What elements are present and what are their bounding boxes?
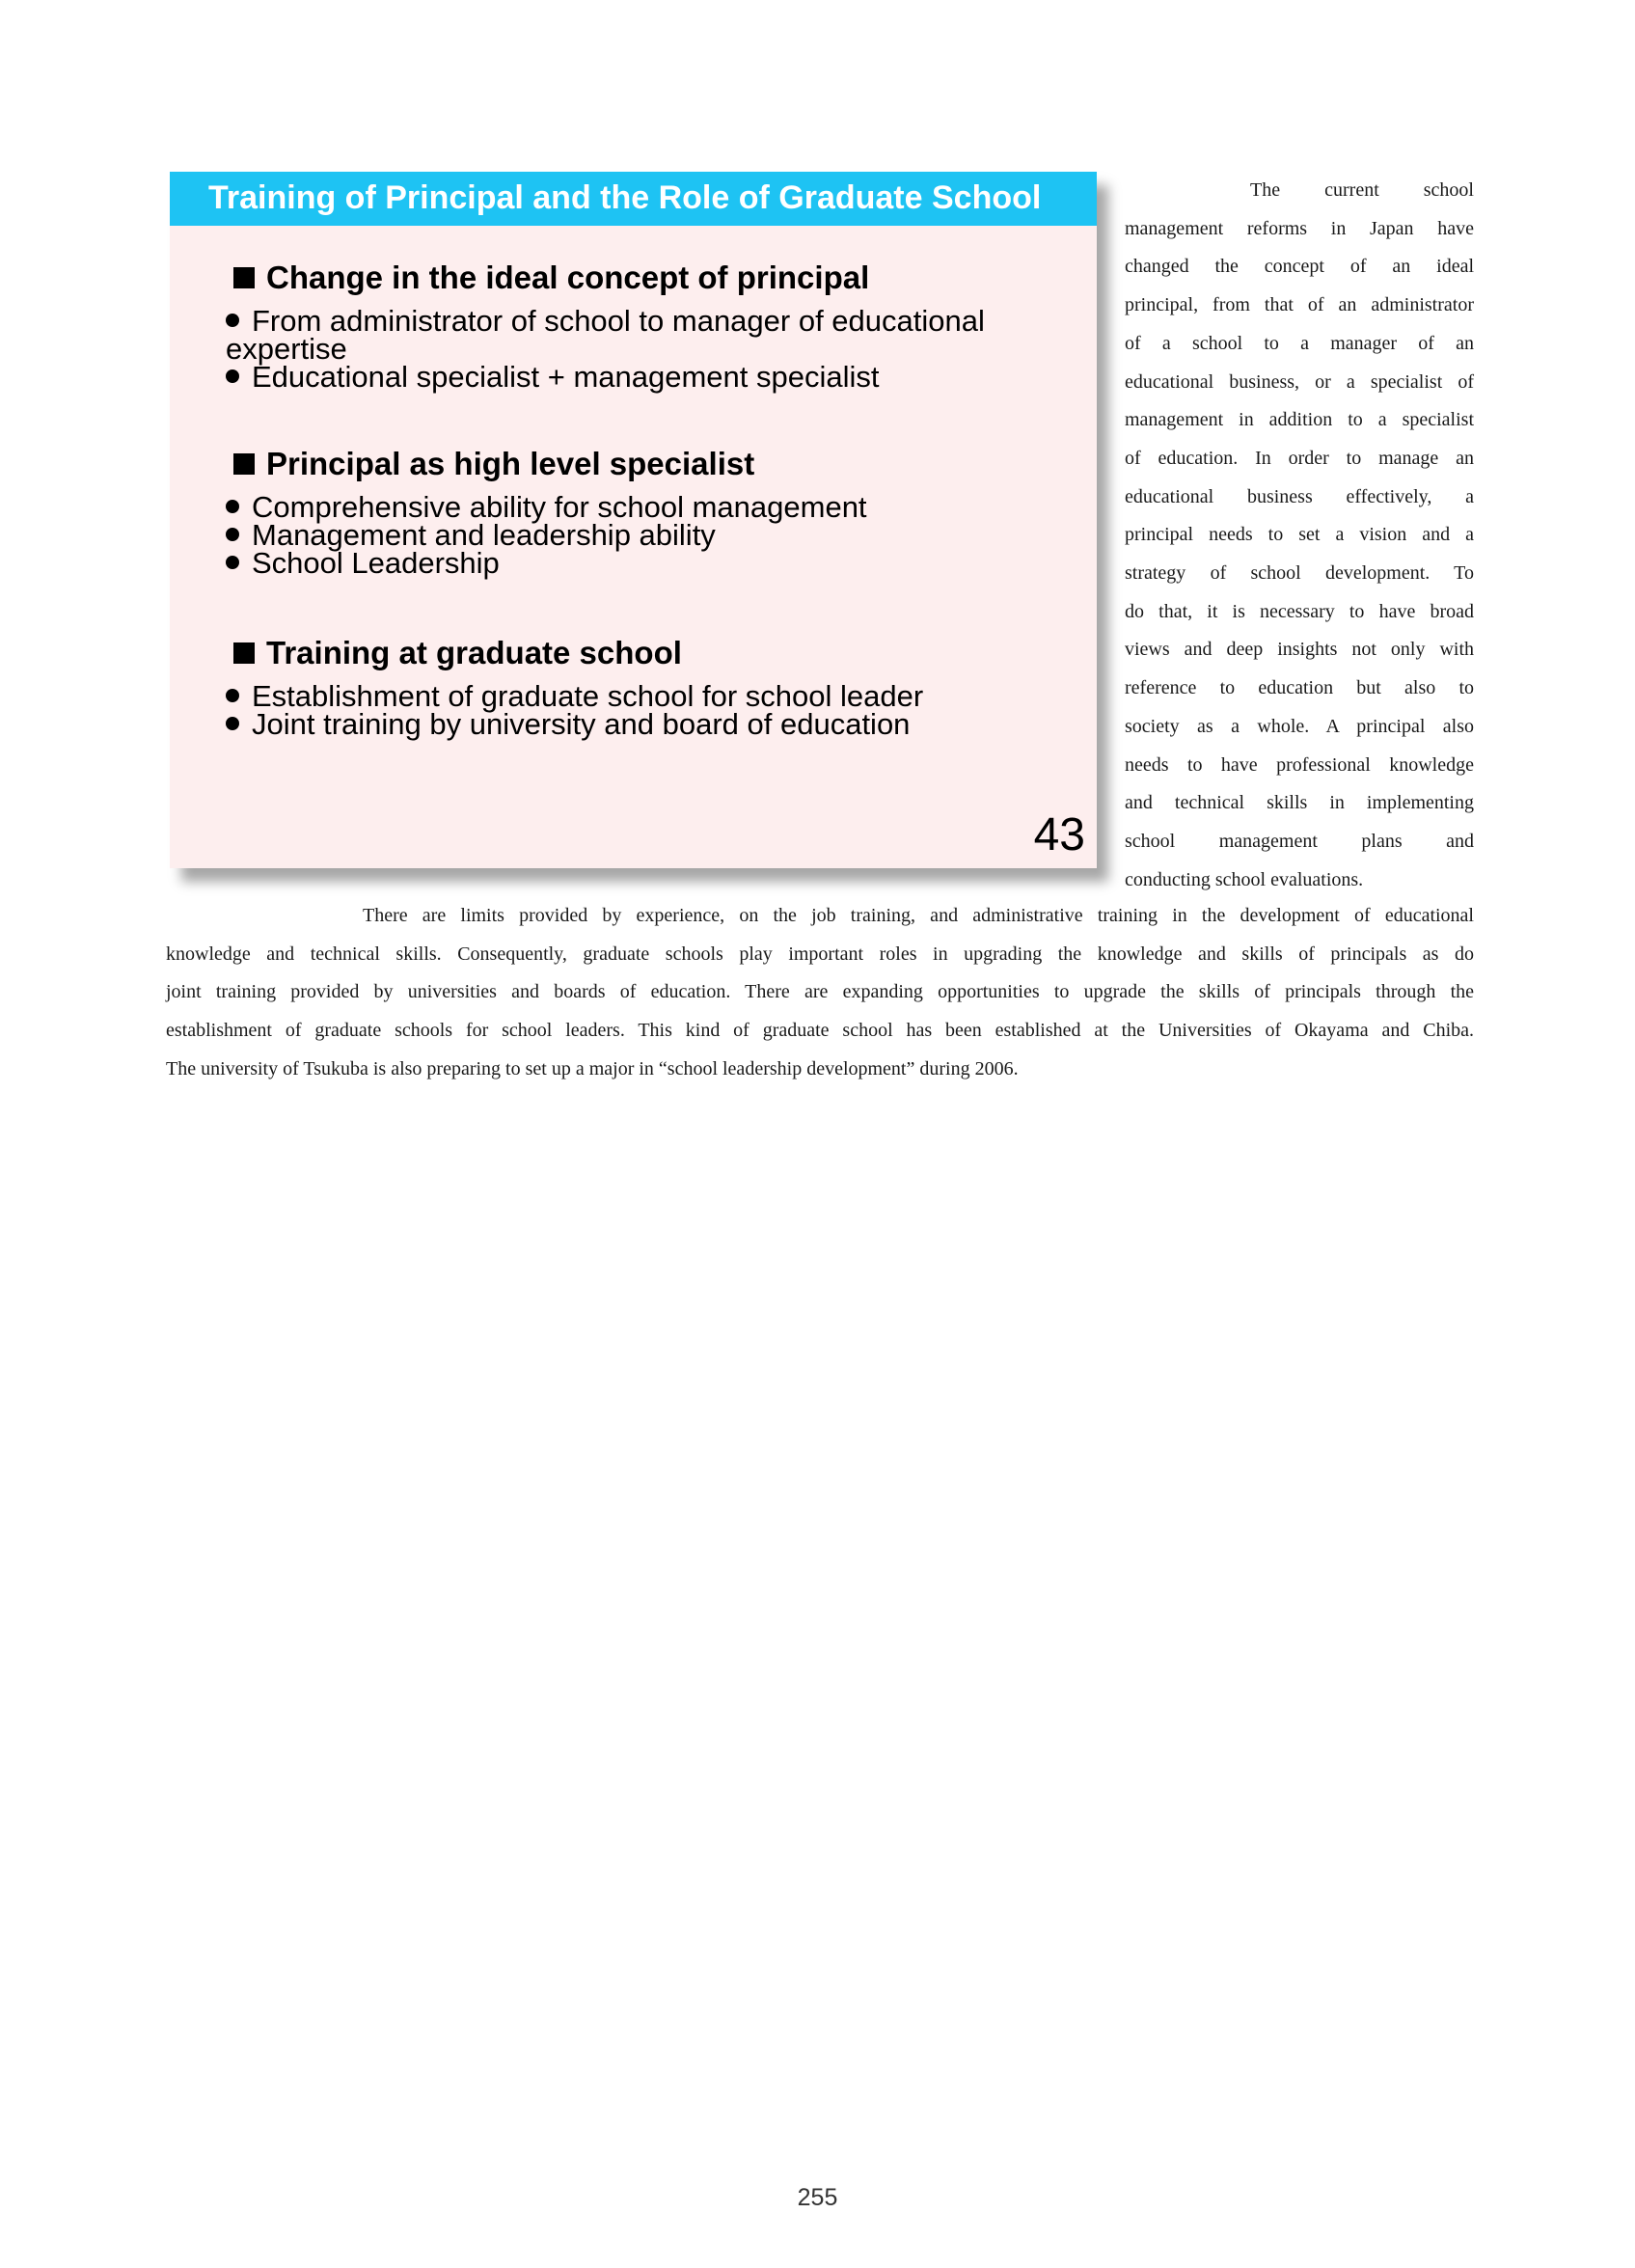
slide-number: 43: [1033, 809, 1085, 861]
text-line: society as a whole. A principal also: [1125, 715, 1474, 737]
slide-section-ideal-concept: [226, 259, 985, 394]
text-line: and technical skills in implementing: [1125, 792, 1474, 814]
bullet-icon: [226, 689, 239, 702]
bullet-list: [226, 679, 924, 741]
section-heading: Change in the ideal concept of principal: [266, 260, 870, 295]
bullet-icon: [226, 314, 239, 327]
text-line: The university of Tsukuba is also preparing to set up a major in “school leadership development” during 2006.: [166, 1057, 1019, 1079]
text-line: management in addition to a specialist: [1125, 409, 1474, 431]
square-bullet-icon: [233, 642, 255, 664]
square-bullet-icon: [233, 453, 255, 475]
text-line: principal needs to set a vision and a: [1125, 524, 1474, 546]
list-item: Educational specialist + management specialist: [226, 363, 985, 391]
text-line: management reforms in Japan have: [1125, 217, 1474, 239]
bullet-list: [226, 304, 985, 394]
text-line: do that, it is necessary to have broad: [1125, 600, 1474, 622]
text-line: principal, from that of an administrator: [1125, 294, 1474, 316]
list-item: From administrator of school to manager of educational: [226, 307, 985, 335]
text-line: changed the concept of an ideal: [1125, 256, 1474, 278]
list-item: Comprehensive ability for school management: [226, 493, 867, 521]
bullet-icon: [226, 556, 239, 569]
text-line: joint training provided by universities and boards of education. There are expanding opportunities to upgrade the skills of principals through the: [166, 981, 1474, 1003]
text-line: The current school: [1250, 179, 1474, 201]
slide-title-bar: [170, 172, 1097, 226]
slide-section-graduate-school: [233, 634, 924, 741]
list-item: Establishment of graduate school for school leader: [226, 682, 923, 710]
text-line: knowledge and technical skills. Consequently, graduate schools play important roles in upgrading the knowledge and skills of principals as do: [166, 943, 1474, 965]
text-line: establishment of graduate schools for school leaders. This kind of graduate school has been established at the Universities of Okayama and Chiba.: [166, 1020, 1474, 1042]
text-line: conducting school evaluations.: [1125, 868, 1364, 890]
text-line: views and deep insights not only with: [1125, 639, 1474, 661]
slide-section-high-level-specialist: [233, 445, 867, 580]
text-line: of education. In order to manage an: [1125, 447, 1474, 469]
list-item: Joint training by university and board of education: [226, 710, 923, 738]
list-item: School Leadership: [226, 549, 867, 577]
side-column-text: [1125, 172, 1474, 899]
bullet-icon: [226, 528, 239, 541]
text-line: There are limits provided by experience, on the job training, and administrative training in the development of educational: [363, 905, 1474, 926]
text-line: of a school to a manager of an: [1125, 332, 1474, 354]
list-item: Management and leadership ability: [226, 521, 867, 549]
list-item-continuation: expertise: [226, 332, 347, 366]
page-number: 255: [797, 2184, 838, 2211]
text-line: school management plans and: [1125, 830, 1474, 852]
square-bullet-icon: [233, 267, 255, 288]
text-line: educational business effectively, a: [1125, 485, 1474, 507]
text-line: reference to education but also to: [1125, 677, 1474, 699]
section-heading: Principal as high level specialist: [266, 446, 755, 481]
section-heading: Training at graduate school: [266, 635, 682, 670]
body-paragraph: [166, 897, 1474, 1089]
text-line: strategy of school development. To: [1125, 562, 1474, 585]
slide-title: Training of Principal and the Role of Graduate School: [208, 179, 1042, 216]
bullet-list: [226, 490, 867, 580]
slide-figure: [170, 172, 1097, 868]
text-line: educational business, or a specialist of: [1125, 370, 1474, 393]
bullet-icon: [226, 500, 239, 513]
bullet-icon: [226, 717, 239, 730]
text-line: needs to have professional knowledge: [1125, 753, 1474, 776]
bullet-icon: [226, 369, 239, 383]
